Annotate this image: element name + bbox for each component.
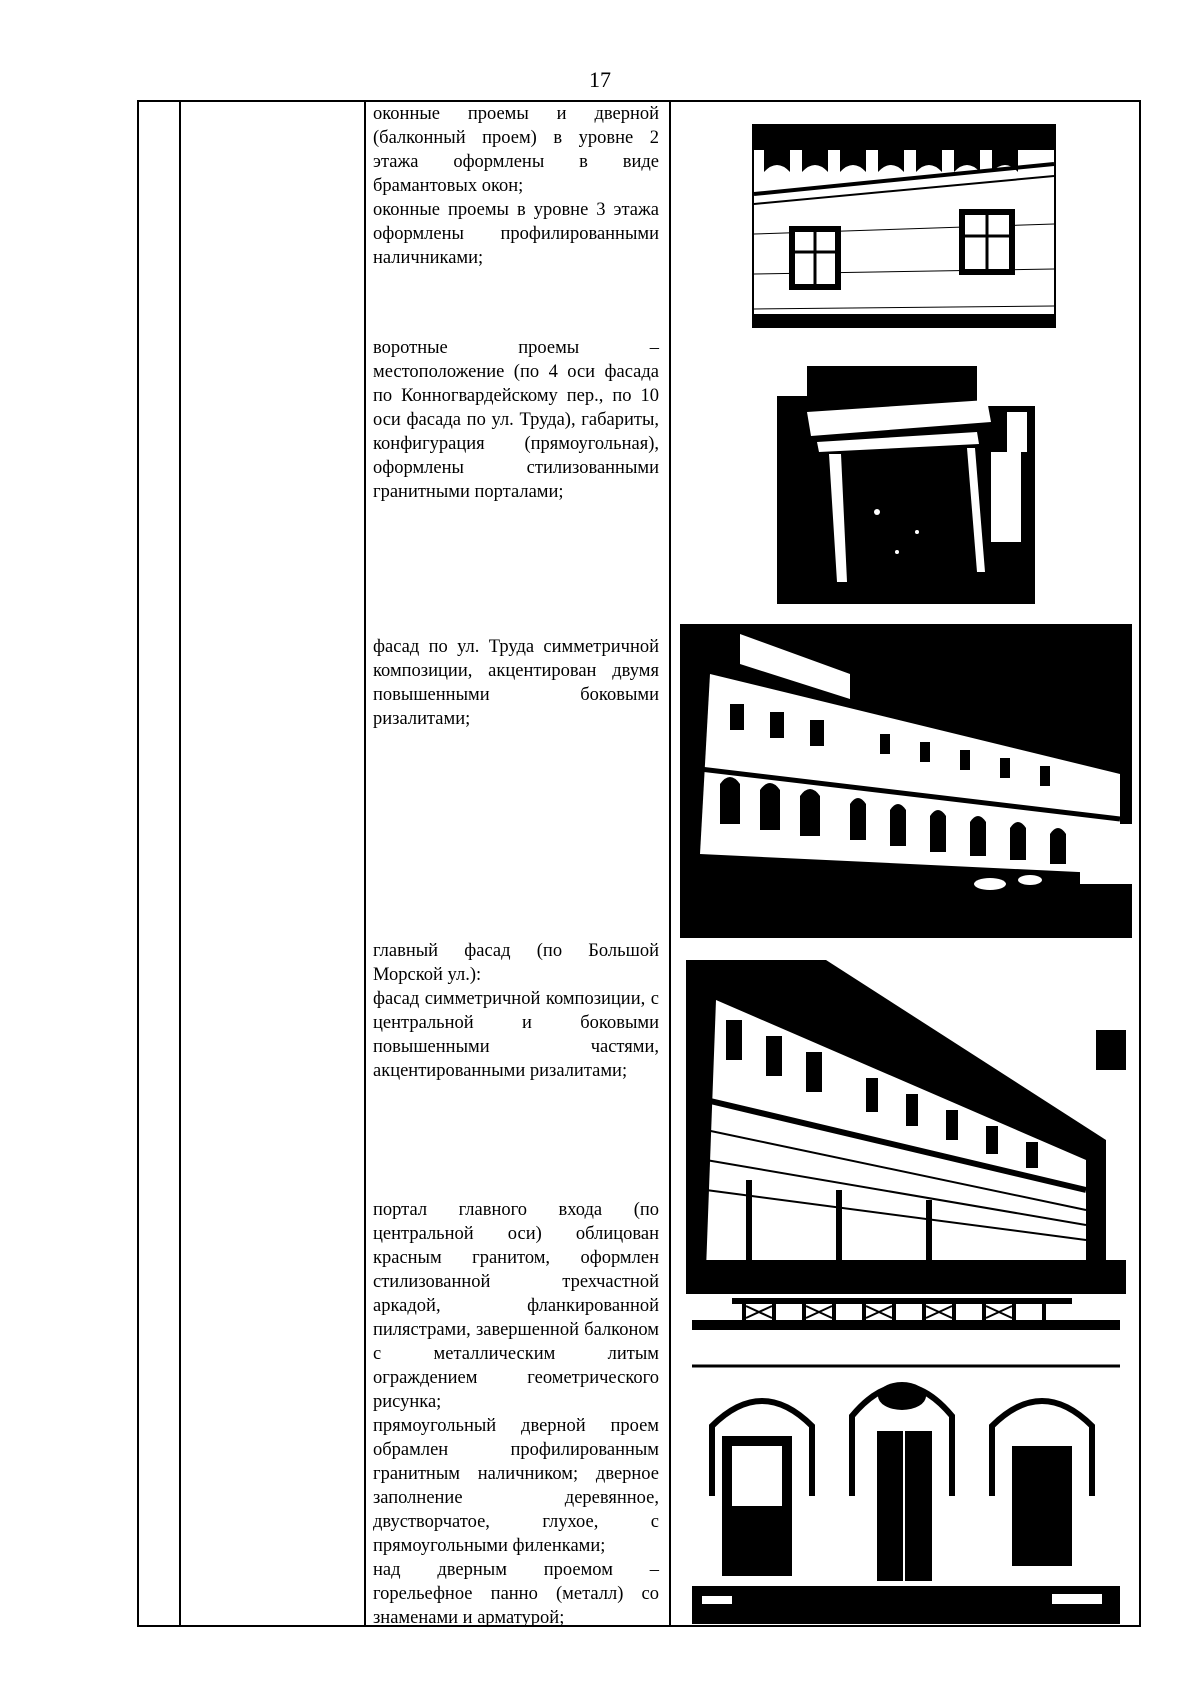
description-paragraph: портал главного входа (по центральной оси) облицован красным гранитом, оформлен стилизованной трехчастной аркадой, фланкированной пилястрами, завершенной балконом с металлическим литым ограждением геометрического рисунка; [373, 1200, 659, 1412]
description-block-1 [373, 102, 659, 270]
description-paragraph: прямоугольный дверной проем обрамлен профилированным гранитным наличником; дверное заполнение деревянное, двустворчатое, глухое, с прямоугольными филенками; [373, 1416, 659, 1556]
description-block-4 [373, 939, 659, 1083]
description-block-2 [373, 336, 659, 504]
description-paragraph: над дверным проемом – горельефное панно (металл) со знаменами и арматурой; [373, 1560, 659, 1628]
column-divider [179, 102, 181, 1625]
description-block-5 [373, 1198, 659, 1630]
description-paragraph: главный фасад (по Большой Морской ул.): [373, 941, 659, 985]
entrance-portal-photo [692, 1296, 1120, 1624]
description-paragraph: фасад по ул. Труда симметричной композиции, акцентирован двумя повышенными боковыми ризалитами; [373, 637, 659, 729]
page-number: 17 [589, 67, 611, 92]
description-paragraph: воротные проемы – местоположение (по 4 оси фасада по Конногвардейскому пер., по 10 оси фасада по ул. Труда), габариты, конфигурация (прямоугольная), оформлены стилизованными гранитными порталами; [373, 338, 659, 502]
description-paragraph: фасад симметричной композиции, с центральной и боковыми повышенными частями, акцентированными ризалитами; [373, 989, 659, 1081]
gate-portal-photo [777, 352, 1035, 604]
column-divider [364, 102, 366, 1625]
description-paragraph: оконные проемы и дверной (балконный проем) в уровне 2 этажа оформлены в виде брамантовых окон; [373, 104, 659, 196]
description-block-3 [373, 635, 659, 731]
window-facade-photo [752, 124, 1056, 328]
main-facade-photo [686, 960, 1126, 1294]
building-facade-photo [680, 624, 1132, 938]
column-divider [669, 102, 671, 1625]
description-paragraph: оконные проемы в уровне 3 этажа оформлены профилированными наличниками; [373, 200, 659, 268]
